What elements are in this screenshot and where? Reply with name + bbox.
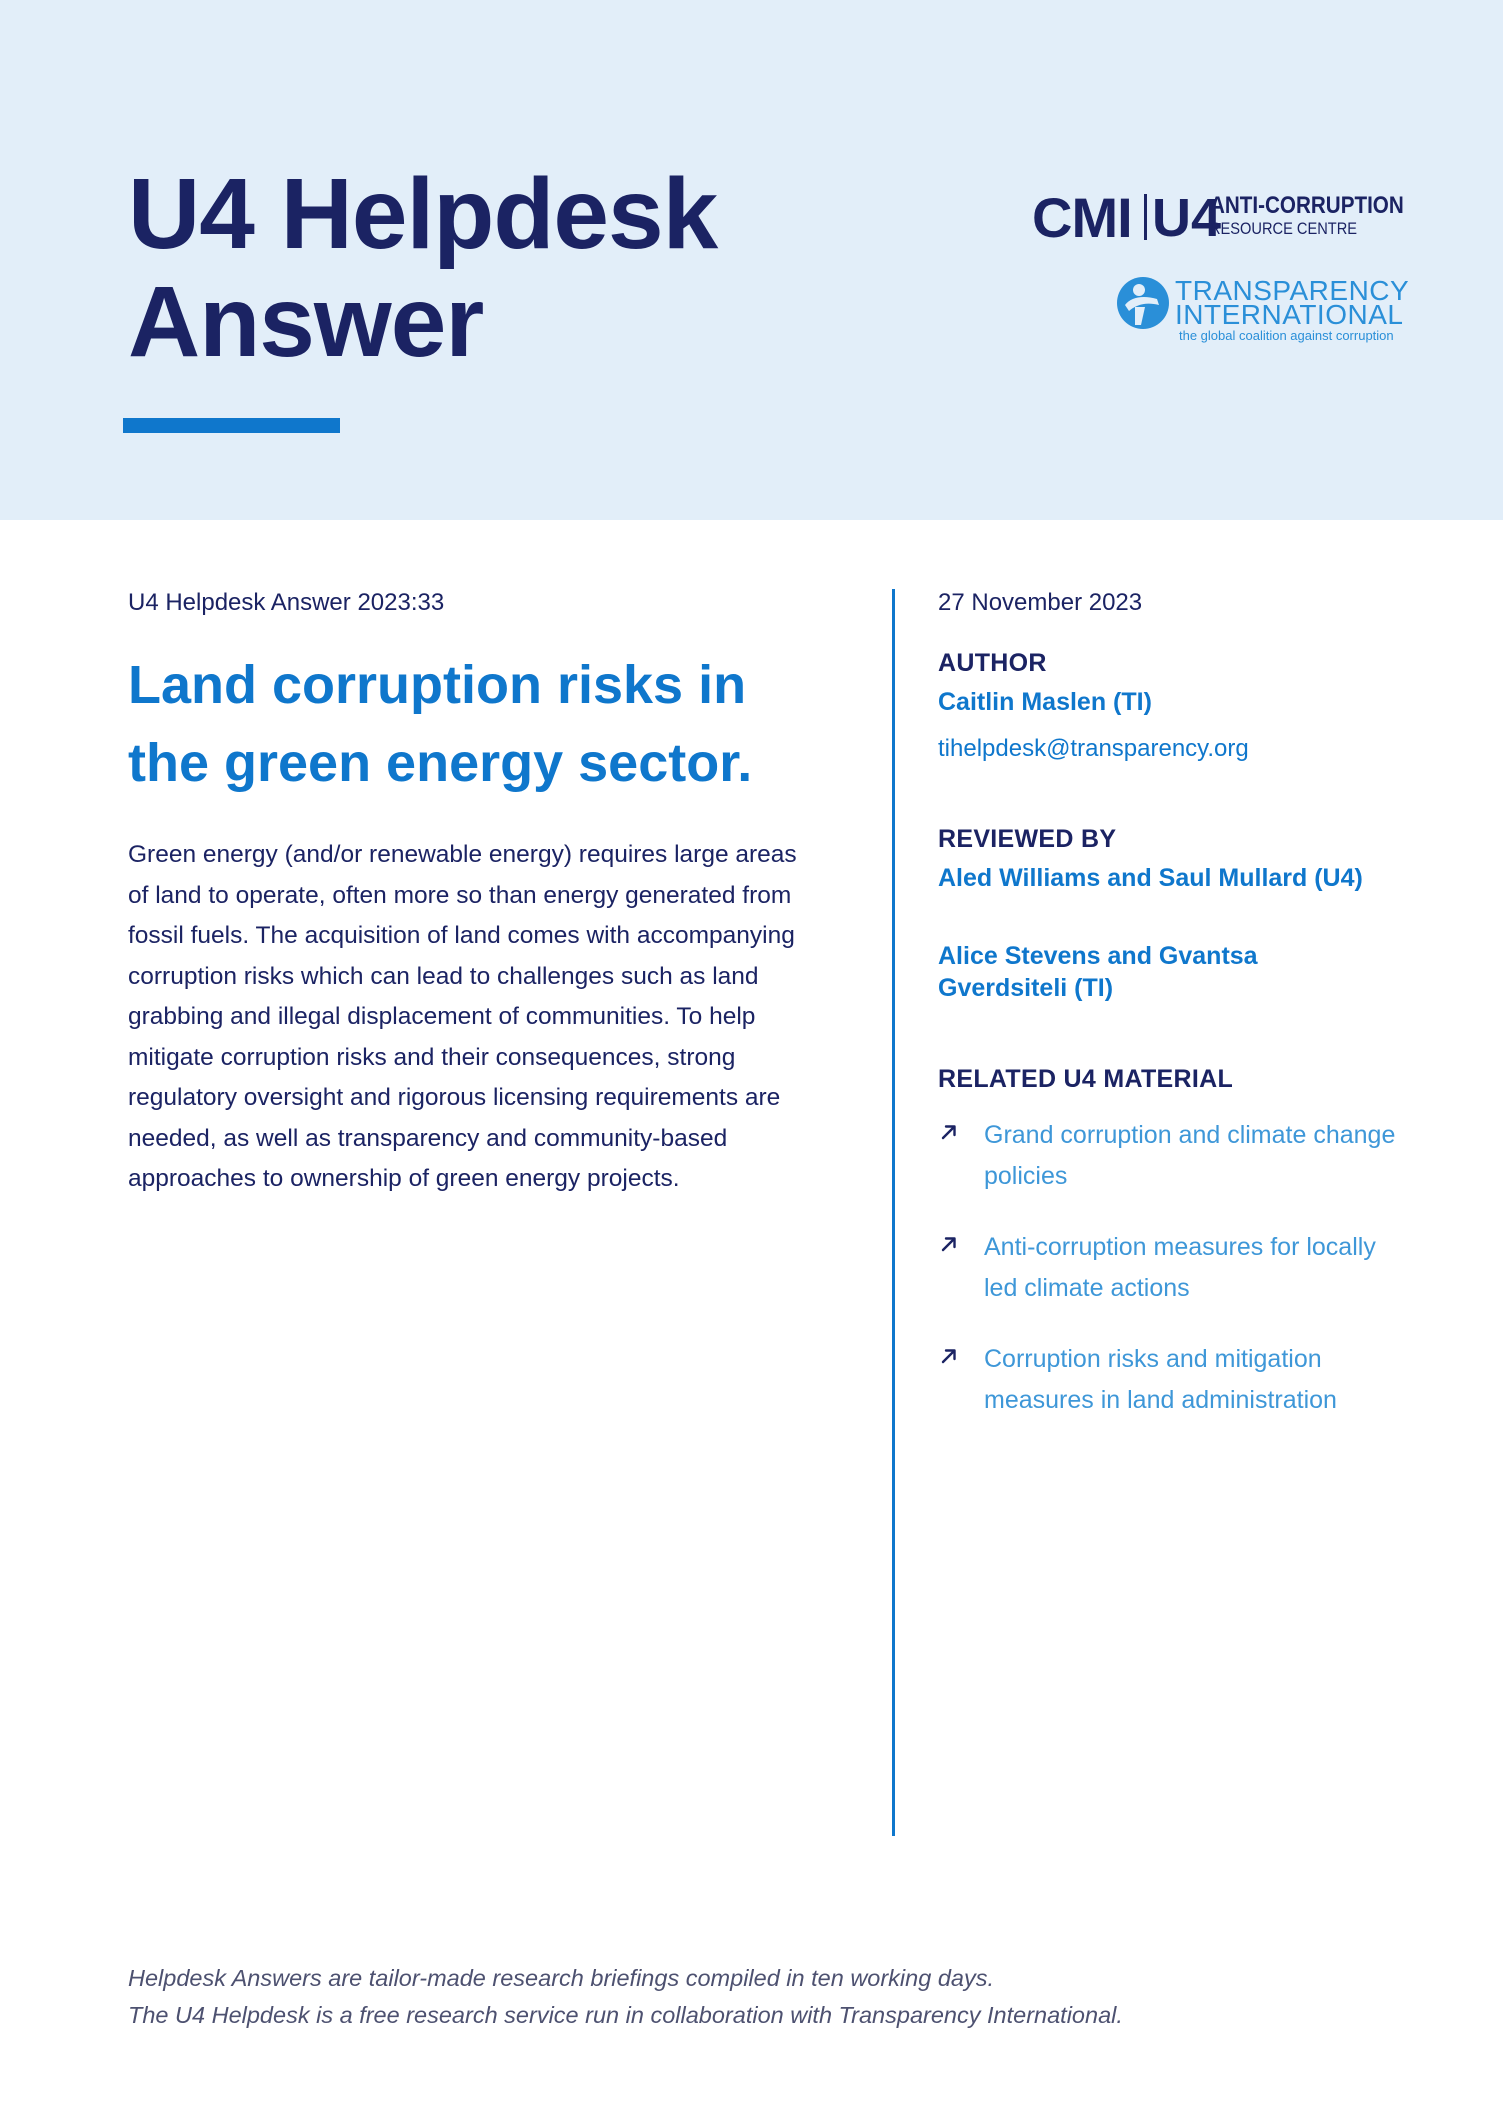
related-link-locally-led-climate[interactable]: Anti-corruption measures for locally led climate actions (984, 1233, 1376, 1302)
logo-divider (1144, 194, 1147, 240)
related-material-label: RELATED U4 MATERIAL (938, 1065, 1234, 1093)
header-band (0, 0, 1503, 520)
related-link-grand-corruption[interactable]: Grand corruption and climate change policies (984, 1121, 1396, 1190)
title-accent-bar (123, 418, 340, 433)
page-title-line-2: Answer (128, 266, 484, 378)
document-title (128, 646, 828, 802)
author-label: AUTHOR (938, 649, 1047, 677)
u4-logo-line-1: ANTI-CORRUPTION (1210, 192, 1404, 219)
list-item[interactable] (938, 1339, 1408, 1420)
column-divider (892, 589, 895, 1836)
arrow-up-right-icon (938, 1233, 960, 1255)
related-link-land-administration[interactable]: Corruption risks and mitigation measures in land administration (984, 1345, 1337, 1414)
related-material-list (938, 1115, 1408, 1451)
reviewed-by-label: REVIEWED BY (938, 825, 1117, 853)
cmi-logo-text: CMI (1032, 186, 1132, 249)
ti-logo-tagline: the global coalition against corruption (1179, 328, 1394, 343)
author-name: Caitlin Maslen (TI) (938, 688, 1152, 716)
footer-line-1: Helpdesk Answers are tailor-made research briefings compiled in ten working days. (128, 1965, 994, 1991)
ti-logo-line-2: INTERNATIONAL (1175, 299, 1404, 330)
publication-date: 27 November 2023 (938, 589, 1143, 616)
u4-logo-mark: U4 (1152, 188, 1222, 248)
arrow-up-right-icon (938, 1345, 960, 1367)
reviewer-ti: Alice Stevens and Gvantsa Gverdsiteli (TI) (938, 942, 1258, 1002)
document-title-line-1: Land corruption risks in (128, 655, 747, 715)
footer-note (128, 1960, 1378, 2034)
list-item[interactable] (938, 1227, 1408, 1308)
reviewer-u4: Aled Williams and Saul Mullard (U4) (938, 864, 1363, 892)
ti-logo-line-1: TRANSPARENCY (1175, 275, 1410, 306)
contact-email-link[interactable]: tihelpdesk@transparency.org (938, 735, 1249, 762)
cmi-u4-logo[interactable] (1032, 186, 1404, 250)
list-item[interactable] (938, 1115, 1408, 1196)
page-title-line-1: U4 Helpdesk (128, 158, 718, 270)
arrow-up-right-icon (938, 1121, 960, 1143)
footer-line-2: The U4 Helpdesk is a free research service run in collaboration with Transparency International. (128, 2002, 1123, 2028)
document-title-line-2: the green energy sector. (128, 733, 753, 793)
page-title (128, 160, 717, 376)
u4-logo-line-2: RESOURCE CENTRE (1210, 219, 1358, 238)
transparency-international-logo[interactable] (1115, 273, 1410, 343)
answer-reference: U4 Helpdesk Answer 2023:33 (128, 589, 445, 616)
transparency-international-emblem-icon (1115, 275, 1171, 331)
abstract-paragraph: Green energy (and/or renewable energy) requires large areas of land to operate, often more so than energy generated from fossil fuels. The acquisition of land comes with accompanying corruption risks which can lead to challenges such as land grabbing and illegal displacement of communities. To help mitigate corruption risks and their consequences, strong regulatory oversight and rigorous licensing requirements are needed, as well as transparency and community-based approaches to ownership of green energy projects. (128, 841, 797, 1192)
